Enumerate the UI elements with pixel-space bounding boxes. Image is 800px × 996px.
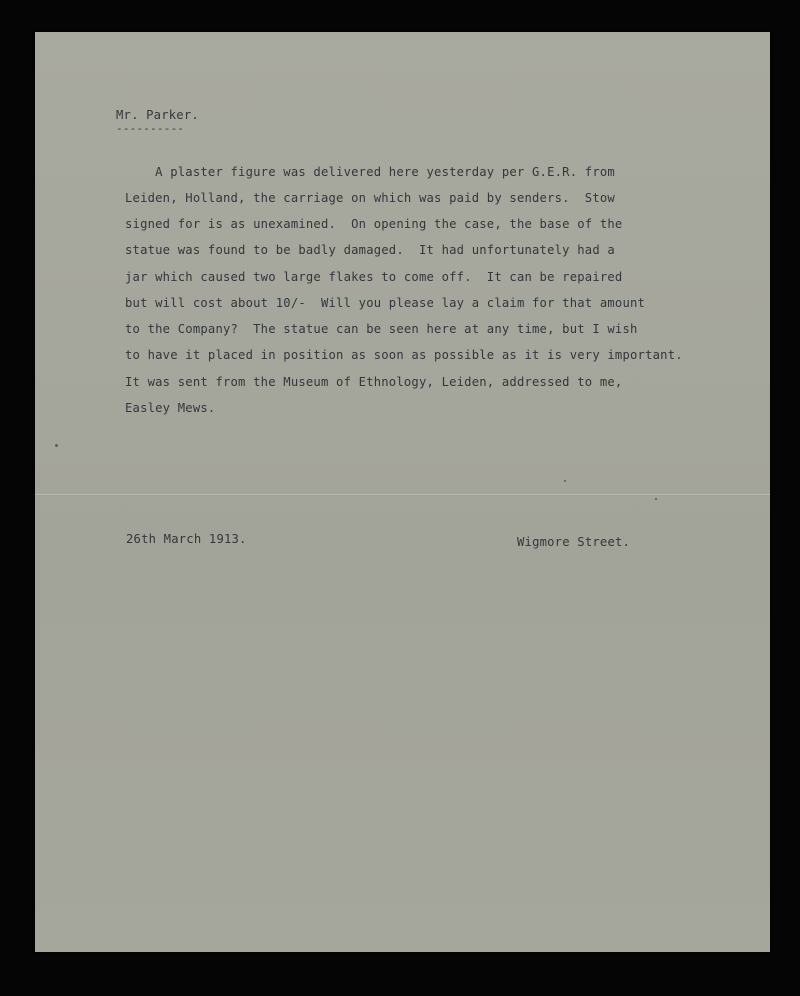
- addressee: Mr. Parker.: [116, 108, 199, 122]
- body-line: Leiden, Holland, the carriage on which was paid by senders. Stow: [125, 191, 615, 205]
- body-line: Easley Mews.: [125, 401, 216, 415]
- addressee-underline: ----------: [116, 122, 185, 135]
- letter-date: 26th March 1913.: [126, 532, 247, 546]
- paper-speck: [655, 498, 657, 500]
- paper-fold-line: [35, 494, 770, 496]
- body-line: statue was found to be badly damaged. It had unfortunately had a: [125, 243, 615, 257]
- body-line: jar which caused two large flakes to come off. It can be repaired: [125, 270, 623, 284]
- paper-speck: [55, 444, 58, 447]
- body-line: to have it placed in position as soon as possible as it is very important.: [125, 348, 683, 362]
- letter-sheet: [35, 32, 770, 952]
- body-line: but will cost about 10/- Will you please lay a claim for that amount: [125, 296, 646, 310]
- body-line: to the Company? The statue can be seen here at any time, but I wish: [125, 322, 638, 336]
- body-line: signed for is as unexamined. On opening the case, the base of the: [125, 217, 623, 231]
- sender-address: Wigmore Street.: [517, 535, 631, 549]
- body-line: A plaster figure was delivered here yesterday per G.E.R. from: [125, 165, 615, 179]
- paper-speck: [564, 480, 566, 482]
- body-line: It was sent from the Museum of Ethnology, Leiden, addressed to me,: [125, 375, 623, 389]
